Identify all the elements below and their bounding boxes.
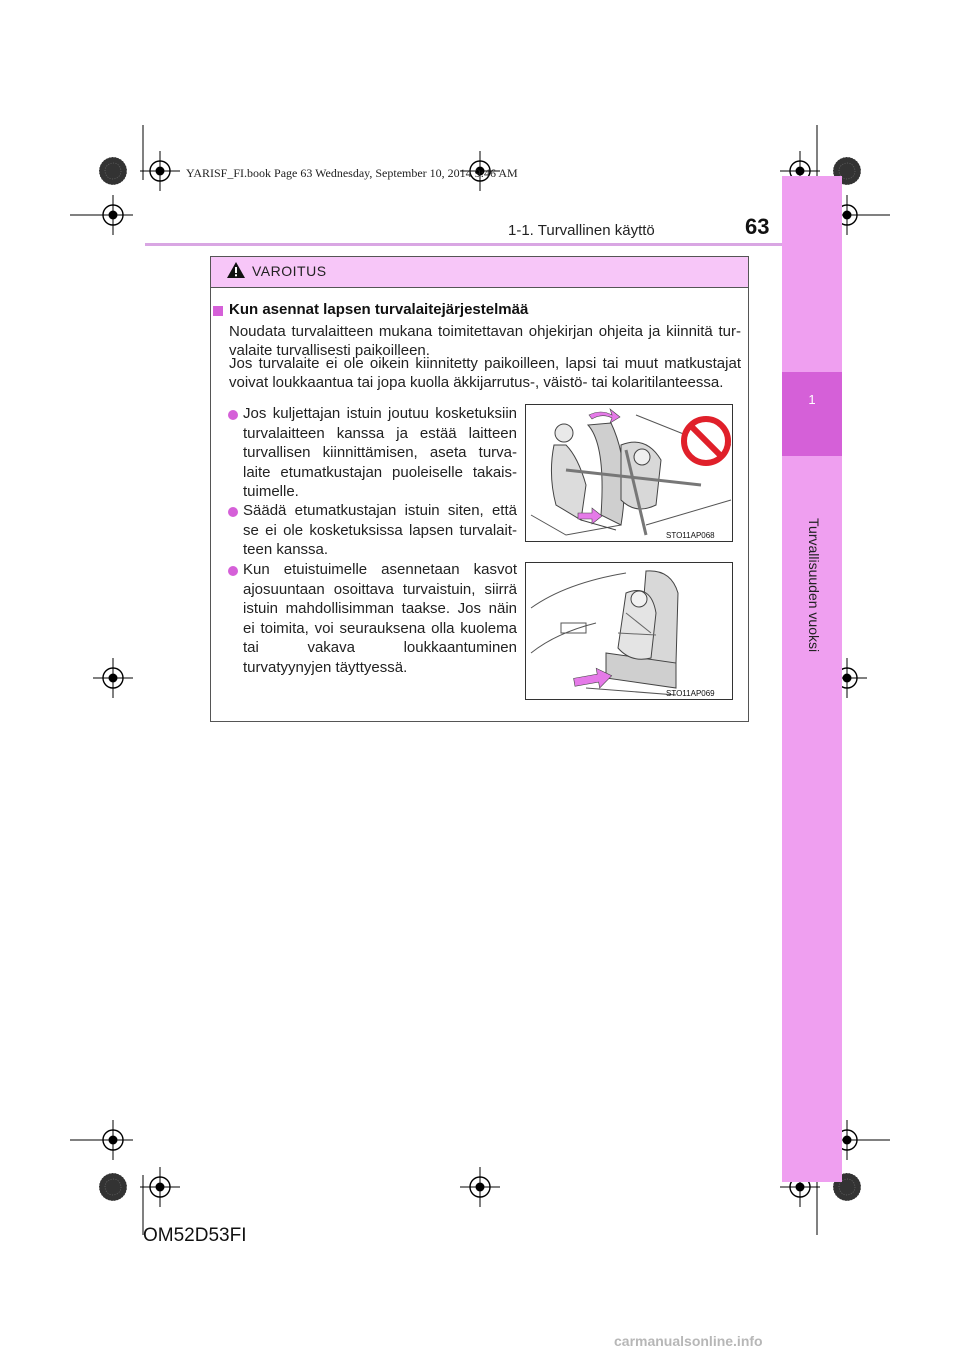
warning-paragraph-1: Noudata turvalaitteen mukana toimitettavan ohjekirjan ohjeita ja kiinnitä tur- valaite turvallisesti paikoilleen.	[229, 323, 741, 359]
round-bullet-icon	[228, 410, 238, 420]
child-seat-illustration	[526, 405, 732, 541]
bullet-item-1: Jos kuljettajan istuin joutuu kosketuksiin turvalaitteen kanssa ja estää laitteen turvallisen kiinnittämisen, aseta turva- laite etumatkustajan puoleiselle takais- tuimelle.	[243, 405, 517, 500]
bullet-item-2: Säädä etumatkustajan istuin siten, että se ei ole kosketuksissa lapsen turvalait- teen kanssa.	[243, 502, 517, 558]
prohibited-icon	[684, 419, 728, 463]
model-code: OM52D53FI	[143, 1225, 247, 1246]
figure-child-seat-conflict	[525, 404, 733, 542]
chapter-number: 1	[808, 392, 816, 407]
warning-divider	[211, 287, 748, 288]
page-number: 63	[745, 214, 770, 239]
warning-triangle-icon	[226, 261, 246, 279]
section-title: 1-1. Turvallinen käyttö	[508, 222, 655, 239]
bullet-item-3: Kun etuistuimelle asennetaan kasvot ajosuuntaan osoittava turvaistuin, siirrä istuin mahdollisimman taakse. Jos näin ei toimita, voi seurauksena olla kuolema tai vakava loukkaantuminen turvatyynyjen täyttyessä.	[243, 561, 517, 676]
warning-paragraph-2: Jos turvalaite ei ole oikein kiinnitetty paikoilleen, lapsi tai muut matkustajat voivat loukkaantua tai jopa kuolla äkkijarrutus-, väistö- tai kolaritilanteessa.	[229, 355, 741, 391]
figure-seat-moved-back	[525, 562, 733, 700]
book-info-line: YARISF_FI.book Page 63 Wednesday, September 10, 2014 9:46 AM	[186, 166, 518, 180]
warning-heading: Kun asennat lapsen turvalaitejärjestelmää	[229, 301, 529, 318]
square-bullet-icon	[213, 306, 223, 316]
warning-label: VAROITUS	[252, 263, 327, 279]
chapter-side-tab	[782, 176, 842, 1182]
round-bullet-icon	[228, 507, 238, 517]
round-bullet-icon	[228, 566, 238, 576]
figure-code: STO11AP068	[666, 531, 715, 540]
header-rule	[145, 243, 782, 246]
forward-facing-seat-illustration	[526, 563, 732, 699]
figure-code: STO11AP069	[666, 689, 715, 698]
chapter-number-tab	[782, 372, 842, 456]
watermark: carmanualsonline.info	[614, 1333, 763, 1349]
chapter-title: Turvallisuuden vuoksi	[806, 518, 822, 653]
